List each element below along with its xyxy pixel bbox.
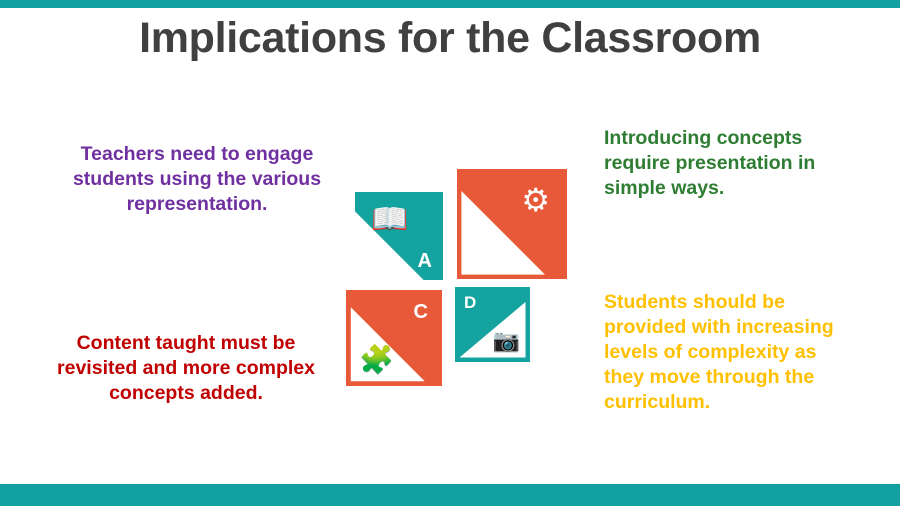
diagram-tile-c [346,290,442,386]
page-title: Implications for the Classroom [139,14,761,62]
diagram-tile-d [455,287,530,362]
text-block-top-left: Teachers need to engage students using the various representation. [72,143,322,215]
diagram-tile-b [457,169,567,279]
representation-diagram [345,165,575,395]
tile-letter-c: C [413,301,428,323]
top-accent-bar [0,0,900,8]
text-block-top-right: Introducing concepts require presentation in simple ways. [604,127,816,199]
tile-letter-b: B [471,248,486,270]
tile-letter-d: D [464,293,477,312]
open-book-icon: 📖 [371,203,409,236]
text-block-bottom-right: Students should be provided with increasing levels of complexity as they move through the curriculum. [604,291,834,413]
diagram-tile-a [355,192,443,280]
camera-icon: 📷 [492,328,520,353]
tile-letter-a: A [417,250,432,272]
text-block-bottom-left: Content taught must be revisited and more complex concepts added. [57,332,315,404]
bottom-accent-bar [0,484,900,506]
gear-icon: ⚙ [521,182,550,218]
puzzle-piece-icon: 🧩 [359,344,394,375]
